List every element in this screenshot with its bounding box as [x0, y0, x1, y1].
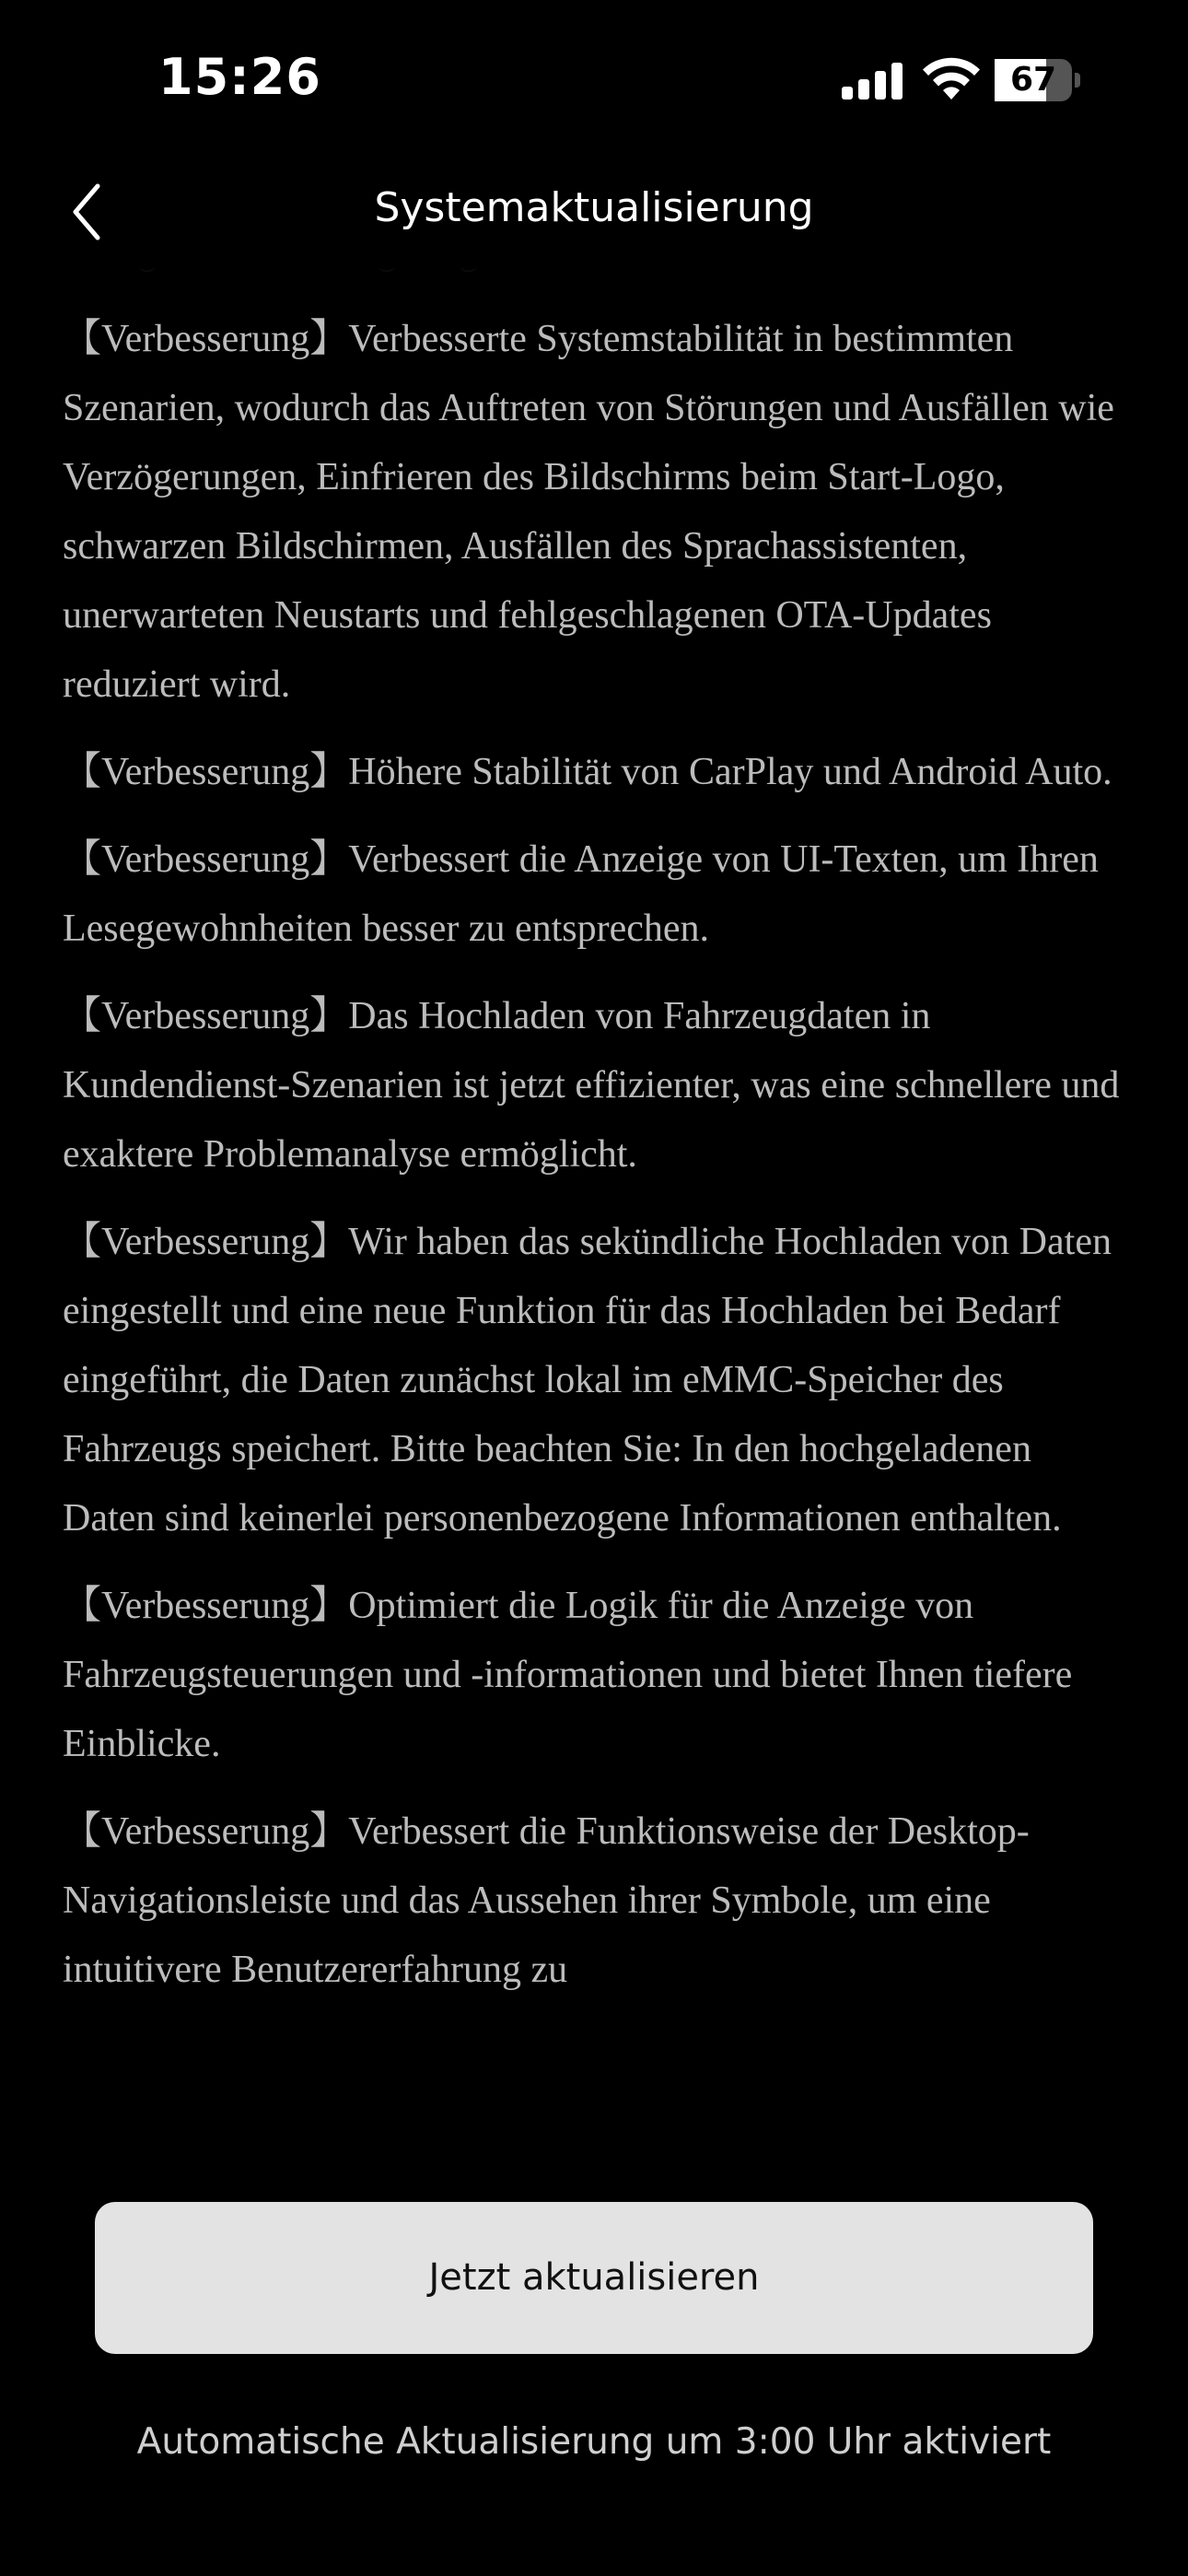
release-note-item [63, 1208, 1131, 1553]
release-note-item [63, 738, 1131, 807]
release-notes-scroll-area[interactable] [0, 267, 1188, 2160]
wifi-icon [923, 57, 980, 101]
release-note-text: Höhere Stabilität von CarPlay und Android Auto. [348, 751, 1112, 793]
cellular-signal-icon [842, 63, 903, 100]
release-note-text: Verbessert die Anzeige von UI-Texten, um Ihren Lesegewohnheiten besser zu entsprechen. [63, 838, 1099, 950]
auto-update-note: Automatische Aktualisierung um 3:00 Uhr aktiviert [136, 2421, 1052, 2463]
release-note-item [63, 982, 1131, 1189]
release-note-text: Wir haben das sekündliche Hochladen von Daten eingestellt und eine neue Funktion für das Hochladen bei Bedarf eingeführt, die Daten zunächst lokal im eMMC-Speicher des Fahrzeugs speichert. Bitte beachten Sie: In den hochgeladenen Daten sind keinerlei personenbezogene Informationen enthalten. [63, 1221, 1112, 1540]
release-note-tag: 【Verbesserung】 [63, 1810, 349, 1853]
release-note-item [63, 825, 1131, 964]
release-note-text: Optimiert die Logik für die Anzeige von Fahrzeugsteuerungen und -informationen und bietet Ihnen tiefere Einblicke. [63, 1585, 1073, 1765]
release-note-tag: 【Verbesserung】 [63, 751, 349, 793]
release-note-text: Verbessert die Funktionsweise der Desktop-Navigationsleiste und das Aussehen ihrer Symbole, um eine intuitivere Benutzererfahrung zu [63, 1810, 1030, 1991]
nav-header [0, 157, 1188, 267]
battery-level: 67 [1009, 61, 1057, 99]
update-now-button[interactable]: Jetzt aktualisieren [95, 2202, 1093, 2354]
scroll-fade-bottom [0, 2059, 1188, 2160]
status-bar [0, 0, 1188, 157]
battery-icon [995, 59, 1079, 101]
release-note-text: Das Hochladen von Fahrzeugdaten in Kundendienst-Szenarien ist jetzt effizienter, was eine schnellere und exaktere Problemanalyse ermöglicht. [63, 995, 1120, 1176]
release-notes-list [63, 217, 1131, 2023]
release-note-tag: 【Verbesserung】 [63, 1585, 349, 1627]
release-note-tag: 【Verbesserung】 [63, 1221, 349, 1263]
release-note-tag: 【Verbesserung】 [63, 318, 349, 360]
release-note-item [63, 1572, 1131, 1779]
release-note-text: Verbesserte Systemstabilität in bestimmten Szenarien, wodurch das Auftreten von Störungen und Ausfällen wie Verzögerungen, Einfrieren des Bildschirms beim Start-Logo, schwarzen Bildschirmen, Ausfällen des Sprachassistenten, unerwarteten Neustarts und fehlgeschlagenen OTA-Updates reduziert wird. [63, 318, 1114, 706]
release-note-item [63, 305, 1131, 720]
release-note-tag: 【Verbesserung】 [63, 838, 349, 881]
release-note-item [63, 1797, 1131, 2005]
status-time: 15:26 [158, 48, 321, 106]
release-note-tag: 【Verbesserung】 [63, 995, 349, 1037]
page-title: Systemaktualisierung [374, 184, 814, 231]
